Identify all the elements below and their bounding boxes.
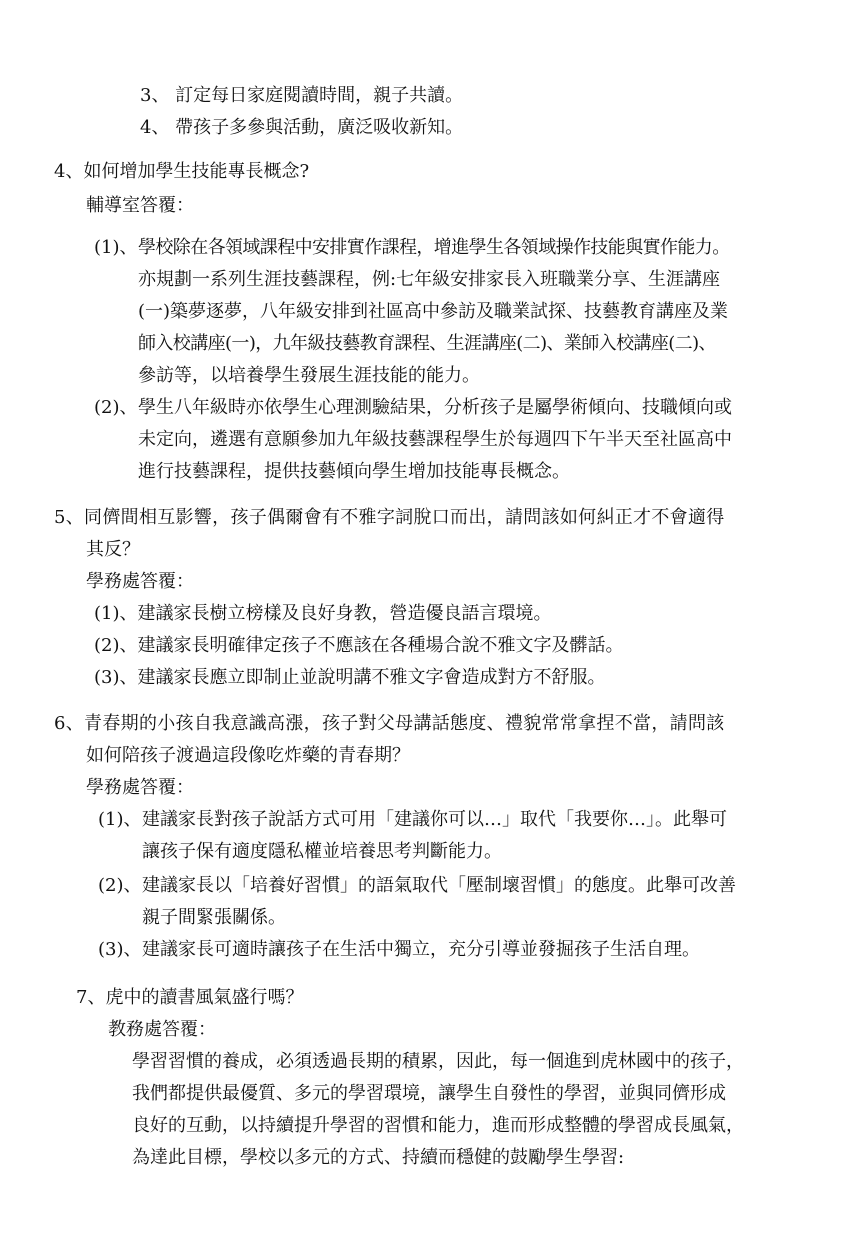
q4-item-1-line: 學校除在各領域課程中安排實作課程，增進學生各領域操作技能與實作能力。 [138,237,730,258]
q6-item-1-line: 讓孩子保有適度隱私權並培養思考判斷能力。 [142,841,502,862]
q5-item-1: (1)、建議家長樹立榜樣及良好身教，營造優良語言環境。 [94,603,552,624]
q5-item-2: (2)、建議家長明確律定孩子不應該在各種場合說不雅文字及髒話。 [94,635,624,656]
q4-item-2-line: 未定向，遴選有意願參加九年級技藝課程學生於每週四下午半天至社區高中 [138,429,732,450]
question-5: 5、同儕間相互影響，孩子偶爾會有不雅字詞脫口而出，請問該如何糾正才不會適得 [54,507,725,528]
q5-responder: 學務處答覆： [86,571,194,592]
question-6: 6、青春期的小孩自我意識高漲，孩子對父母講話態度、禮貌常常拿捏不當，請問該 [54,713,725,734]
question-7: 7、虎中的讀書風氣盛行嗎？ [76,987,304,1008]
q5-item-3: (3)、建議家長應立即制止並說明講不雅文字會造成對方不舒服。 [94,667,606,688]
q4-item-2-number: (2)、 [94,397,138,418]
q4-item-1-line: (一)築夢逐夢，八年級安排到社區高中參訪及職業試探、技藝教育講座及業 [138,301,729,322]
tip-item-3: 3、 訂定每日家庭閱讀時間，親子共讀。 [140,85,464,106]
question-5-cont: 其反？ [86,539,140,560]
q4-item-1-number: (1)、 [94,237,138,258]
q6-item-2-number: (2)、 [98,875,142,896]
q7-responder: 教務處答覆： [108,1019,216,1040]
q7-paragraph-line: 良好的互動，以持續提升學習的習慣和能力，進而形成整體的學習成長風氣， [132,1115,744,1136]
q6-item-1-line: 建議家長對孩子說話方式可用「建議你可以…」取代「我要你…」。此舉可 [142,809,727,830]
q6-item-1-number: (1)、 [98,809,142,830]
q4-item-1-line: 亦規劃一系列生涯技藝課程，例:七年級安排家長入班職業分享、生涯講座 [138,269,721,290]
q7-paragraph-line: 學習習慣的養成，必須透過長期的積累，因此，每一個進到虎林國中的孩子， [132,1051,744,1072]
question-6-cont: 如何陪孩子渡過這段像吃炸藥的青春期？ [86,745,410,766]
q4-item-1-line: 參訪等，以培養學生發展生涯技能的能力。 [138,365,480,386]
q6-item-2-line: 親子間緊張關係。 [142,907,286,928]
q7-paragraph-line: 我們都提供最優質、多元的學習環境，讓學生自發性的學習，並與同儕形成 [132,1083,726,1104]
q6-item-3-line: 建議家長可適時讓孩子在生活中獨立，充分引導並發掘孩子生活自理。 [142,939,700,960]
q4-responder: 輔導室答覆： [86,195,194,216]
q6-responder: 學務處答覆： [86,777,194,798]
q4-item-2-line: 進行技藝課程，提供技藝傾向學生增加技能專長概念。 [138,461,570,482]
tip-item-4: 4、 帶孩子多參與活動，廣泛吸收新知。 [140,117,464,138]
q7-paragraph-line: 為達此目標，學校以多元的方式、持續而穩健的鼓勵學生學習: [132,1147,625,1168]
q4-item-1-line: 師入校講座(一)，九年級技藝教育課程、生涯講座(二)、業師入校講座(二)、 [138,333,716,354]
question-4: 4、如何增加學生技能專長概念? [54,161,310,182]
q6-item-2-line: 建議家長以「培養好習慣」的語氣取代「壓制壞習慣」的態度。此舉可改善 [142,875,736,896]
q6-item-3-number: (3)、 [98,939,142,960]
q4-item-2-line: 學生八年級時亦依學生心理測驗結果，分析孩子是屬學術傾向、技職傾向或 [138,397,732,418]
